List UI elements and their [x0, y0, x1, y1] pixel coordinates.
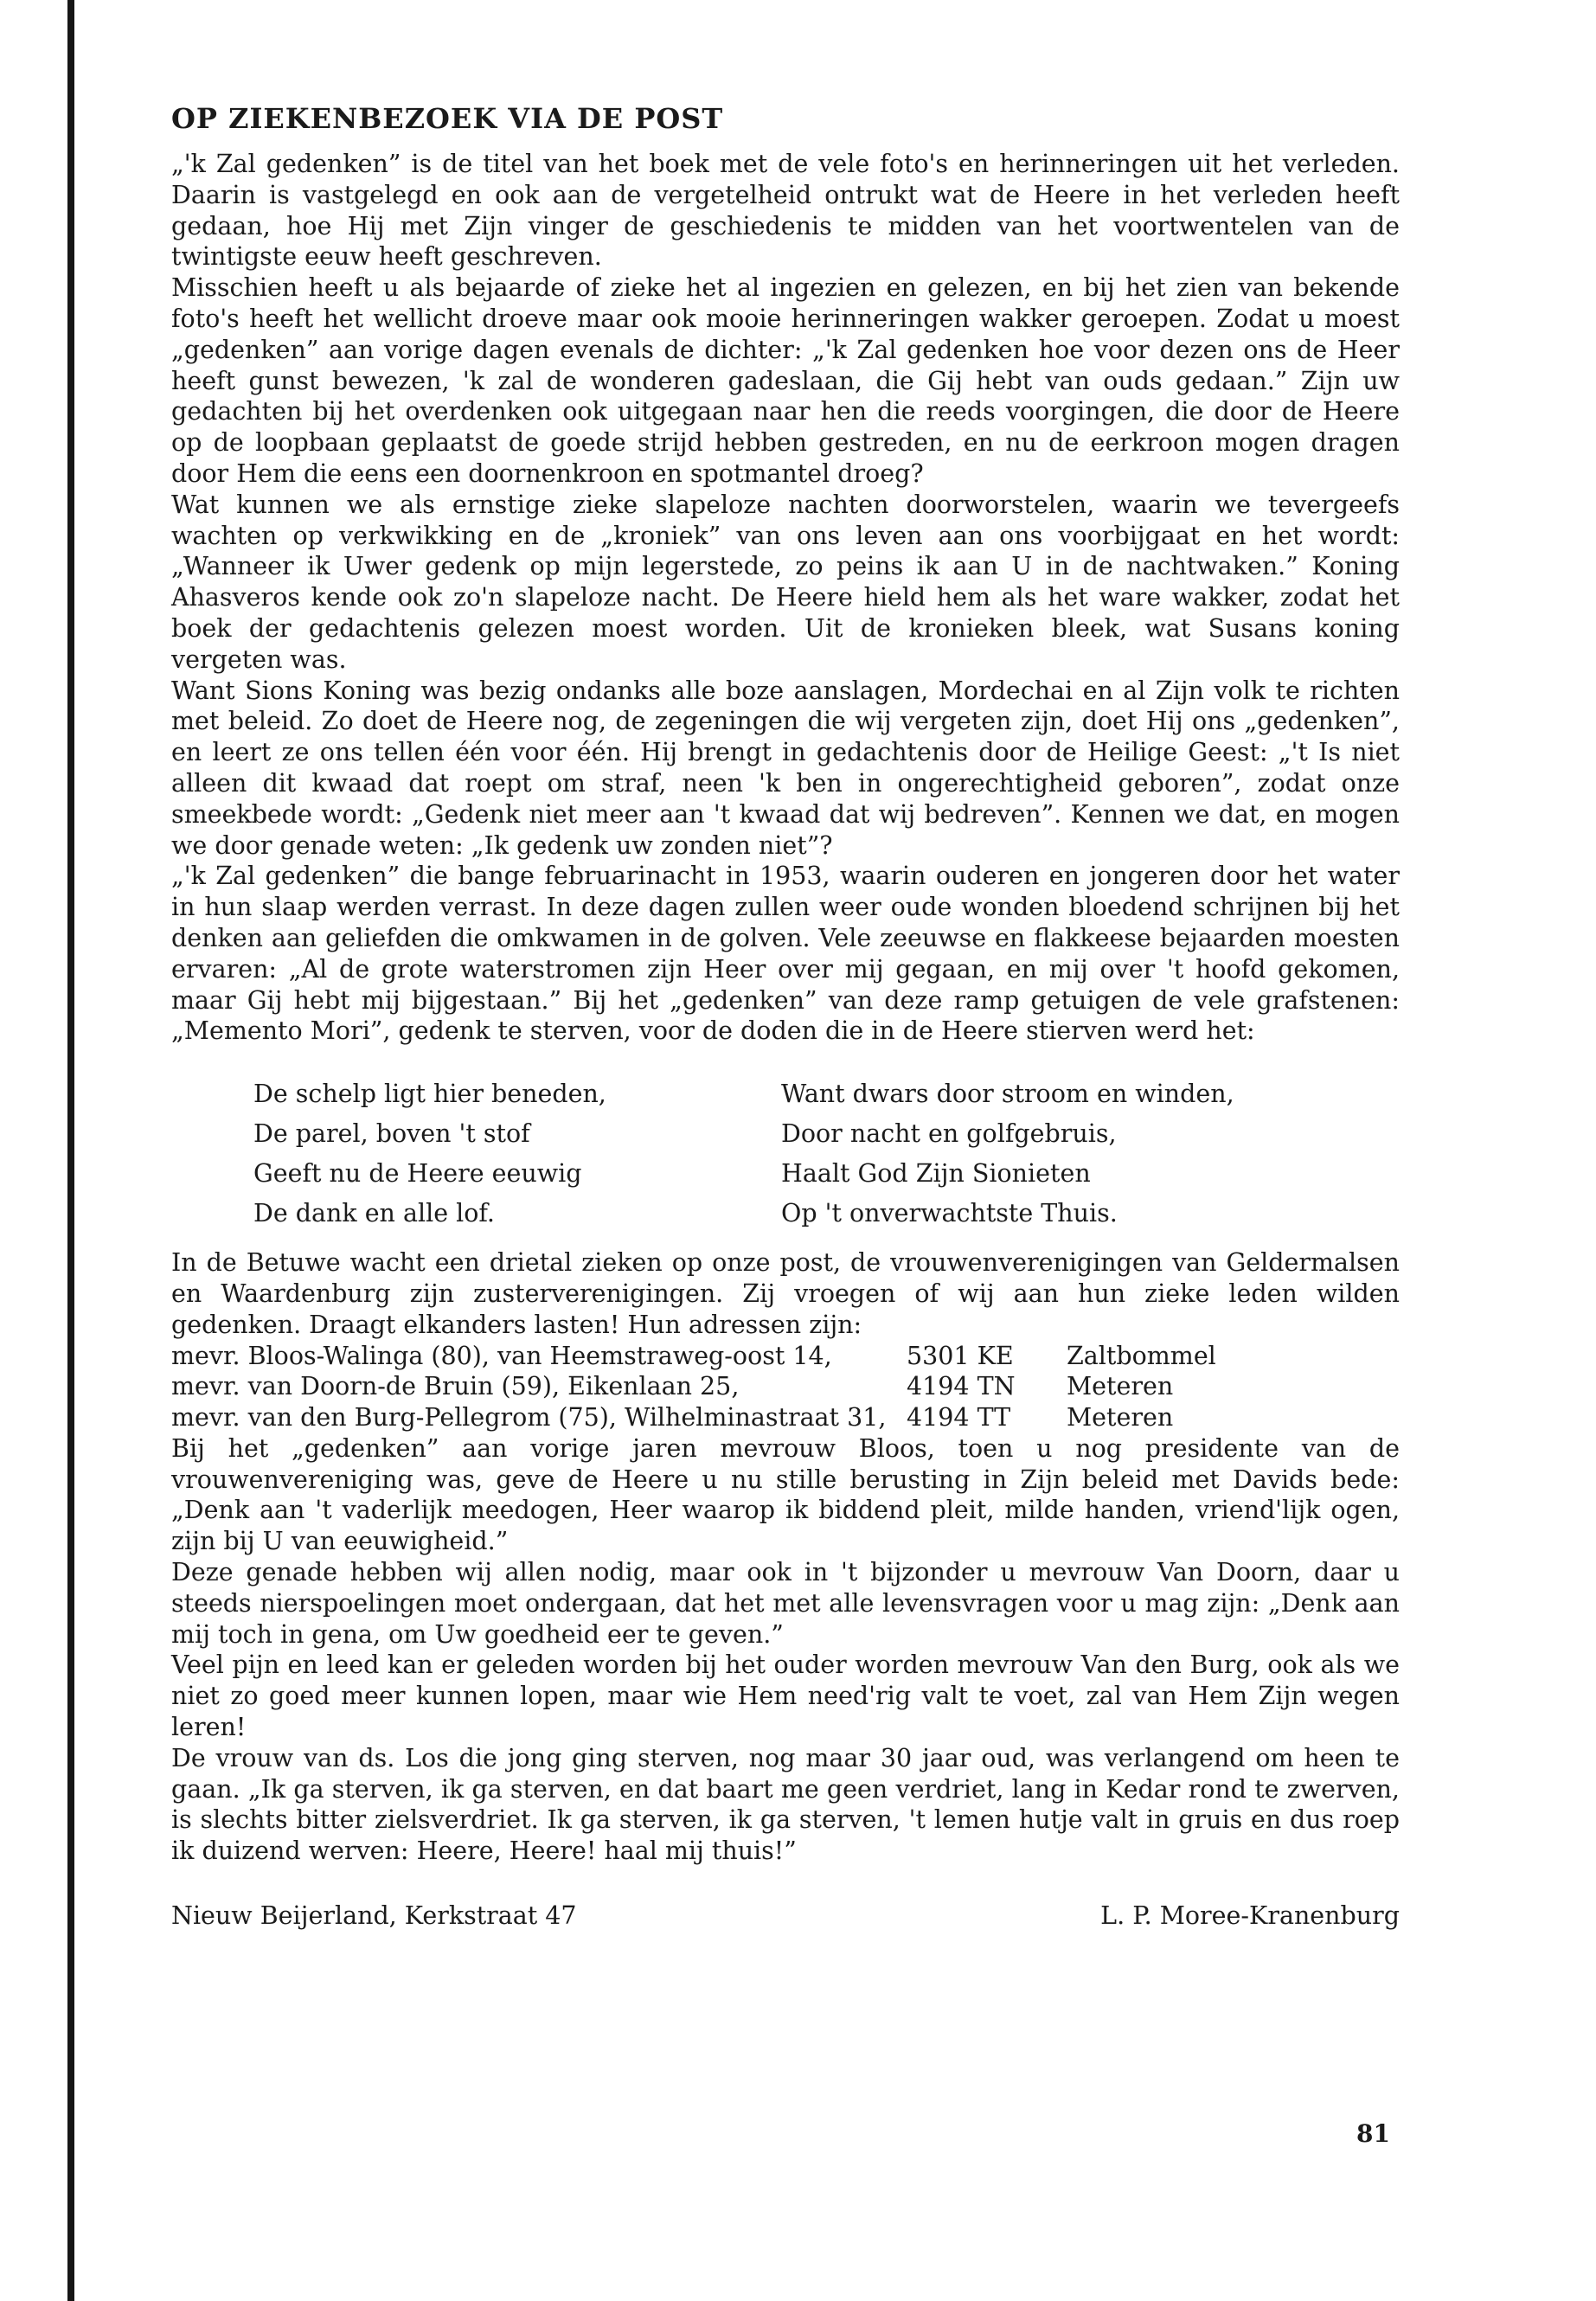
poem-line: De parel, boven 't stof	[253, 1119, 530, 1149]
closing-paragraph-3: Veel pijn en leed kan er geleden worden bij het ouder worden mevrouw Van den Burg, ook als we niet zo goed meer kunnen lopen, maar wie Hem need'rig valt te voet, zal van Hem Zijn wegen leren!	[171, 1650, 1400, 1742]
paragraph-4: Want Sions Koning was bezig ondanks alle boze aanslagen, Mordechai en al Zijn volk te richten met beleid. Zo doet de Heere nog, de zegeningen die wij vergeten zijn, doet Hij ons „gedenken”, en leert ze ons tellen één voor één. Hij brengt in gedachtenis door de Heilige Geest: „'t Is niet alleen dit kwaad dat roept om straf, neen 'k ben in ongerechtigheid geboren”, zodat onze smeekbede wordt: „Gedenk niet meer aan 't kwaad dat wij bedreven”. Kennen we dat, en mogen we door genade weten: „Ik gedenk uw zonden niet”?	[171, 676, 1400, 860]
poem-line: De schelp ligt hier beneden,	[253, 1080, 606, 1109]
paragraph-5: „'k Zal gedenken” die bange februarinacht in 1953, waarin ouderen en jongeren door het water in hun slaap werden verrast. In deze dagen zullen weer oude wonden bloedend schrijnen bij het denken aan geliefden die omkwamen in de golven. Vele zeeuwse en flakkeese bejaarden moesten ervaren: „Al de grote waterstromen zijn Heer over mij gegaan, en mij over 't hoofd gekomen, maar Gij hebt mij bijgestaan.” Bij het „gedenken” van deze ramp getuigen de vele grafstenen: „Memento Mori”, gedenk te sterven, voor de doden die in de Heere stierven werd het:	[171, 862, 1400, 1046]
article	[171, 97, 1400, 1930]
page-binding-edge	[67, 0, 74, 2301]
closing-paragraph-2: Deze genade hebben wij allen nodig, maar ook in 't bijzonder u mevrouw Van Doorn, daar u steeds nierspoelingen moet ondergaan, dat het met alle levensvragen voor u mag zijn: „Denk aan mij toch in gena, om Uw goedheid eer te geven.”	[171, 1558, 1400, 1649]
article-title: OP ZIEKENBEZOEK VIA DE POST	[171, 102, 724, 135]
address-city: Zaltbommel	[1067, 1341, 1216, 1370]
page-number: 81	[1356, 2119, 1390, 2148]
paragraph-2: Misschien heeft u als bejaarde of zieke het al ingezien en gelezen, en bij het zien van bekende foto's heeft het wellicht droeve maar ook mooie herinneringen wakker geroepen. Zodat u moest „gedenken” aan vorige dagen evenals de dichter: „'k Zal gedenken hoe voor dezen ons de Heer heeft gunst bewezen, 'k zal de wonderen gadeslaan, die Gij hebt van ouds gedaan.” Zijn uw gedachten bij het overdenken ook uitgegaan naar hen die reeds voorgingen, die door de Heere op de loopbaan geplaatst de goede strijd hebben gestreden, en nu de eerkroon mogen dragen door Hem die eens een doornenkroon en spotmantel droeg?	[171, 273, 1400, 488]
address-city: Meteren	[1067, 1403, 1174, 1433]
address-postcode: 4194 TN	[907, 1372, 1016, 1401]
address-row	[171, 1371, 1400, 1402]
poem-line: Haalt God Zijn Sionieten	[781, 1159, 1091, 1189]
address-name: mevr. van den Burg-Pellegrom (75), Wilhelminastraat 31,	[171, 1403, 887, 1433]
poem-left-column	[253, 1074, 781, 1234]
poem-line: Door nacht en golfgebruis,	[781, 1119, 1117, 1149]
address-postcode: 4194 TT	[907, 1403, 1011, 1433]
poem	[253, 1074, 1400, 1234]
address-list	[171, 1341, 1400, 1433]
paragraph-1: „'k Zal gedenken” is de titel van het boek met de vele foto's en herinneringen uit het verleden. Daarin is vastgelegd en ook aan de vergetelheid ontrukt wat de Heere in het verleden heeft gedaan, hoe Hij met Zijn vinger de geschiedenis te midden van het voortwentelen van de twintigste eeuw heeft geschreven.	[171, 150, 1400, 272]
poem-line: Op 't onverwachtste Thuis.	[781, 1199, 1118, 1228]
article-footer	[171, 1901, 1400, 1930]
address-name: mevr. van Doorn-de Bruin (59), Eikenlaan 25,	[171, 1372, 740, 1401]
address-row	[171, 1341, 1400, 1372]
address-postcode: 5301 KE	[907, 1341, 1014, 1370]
addresses-intro: In de Betuwe wacht een drietal zieken op onze post, de vrouwenverenigingen van Geldermalsen en Waardenburg zijn zusterverenigingen. Zij vroegen of wij aan hun zieke leden wilden gedenken. Draagt elkanders lasten! Hun adressen zijn:	[171, 1248, 1400, 1339]
poem-line: De dank en alle lof.	[253, 1199, 495, 1228]
poem-line: Want dwars door stroom en winden,	[781, 1080, 1234, 1109]
address-row	[171, 1402, 1400, 1433]
author-name: L. P. Moree-Kranenburg	[1100, 1901, 1400, 1931]
closing-paragraph-4: De vrouw van ds. Los die jong ging sterven, nog maar 30 jaar oud, was verlangend om heen te gaan. „Ik ga sterven, ik ga sterven, en dat baart me geen verdriet, lang in Kedar rond te zwerven, is slechts bitter zielsverdriet. Ik ga sterven, ik ga sterven, 't lemen hutje valt in gruis en dus roep ik duizend werven: Heere, Heere! haal mij thuis!”	[171, 1743, 1400, 1866]
paragraph-3: Wat kunnen we als ernstige zieke slapeloze nachten doorworstelen, waarin we tevergeefs wachten op verkwikking en de „kroniek” van ons leven aan ons voorbijgaat en het wordt: „Wanneer ik Uwer gedenk op mijn legerstede, zo peins ik aan U in de nachtwaken.” Koning Ahasveros kende ook zo'n slapeloze nacht. De Heere hield hem als het ware wakker, zodat het boek der gedachtenis gelezen moest worden. Uit de kronieken bleek, wat Susans koning vergeten was.	[171, 490, 1400, 674]
closing-paragraph-1: Bij het „gedenken” aan vorige jaren mevrouw Bloos, toen u nog presidente van de vrouwenvereniging was, geve de Heere u nu stille berusting in Zijn beleid met Davids bede: „Denk aan 't vaderlijk meedogen, Heer waarop ik biddend pleit, milde handen, vriend'lijk ogen, zijn bij U van eeuwigheid.”	[171, 1433, 1400, 1556]
author-location: Nieuw Beijerland, Kerkstraat 47	[171, 1901, 577, 1931]
address-name: mevr. Bloos-Walinga (80), van Heemstraweg-oost 14,	[171, 1341, 832, 1370]
poem-line: Geeft nu de Heere eeuwig	[253, 1159, 582, 1189]
address-city: Meteren	[1067, 1372, 1174, 1401]
poem-right-column	[781, 1074, 1309, 1234]
